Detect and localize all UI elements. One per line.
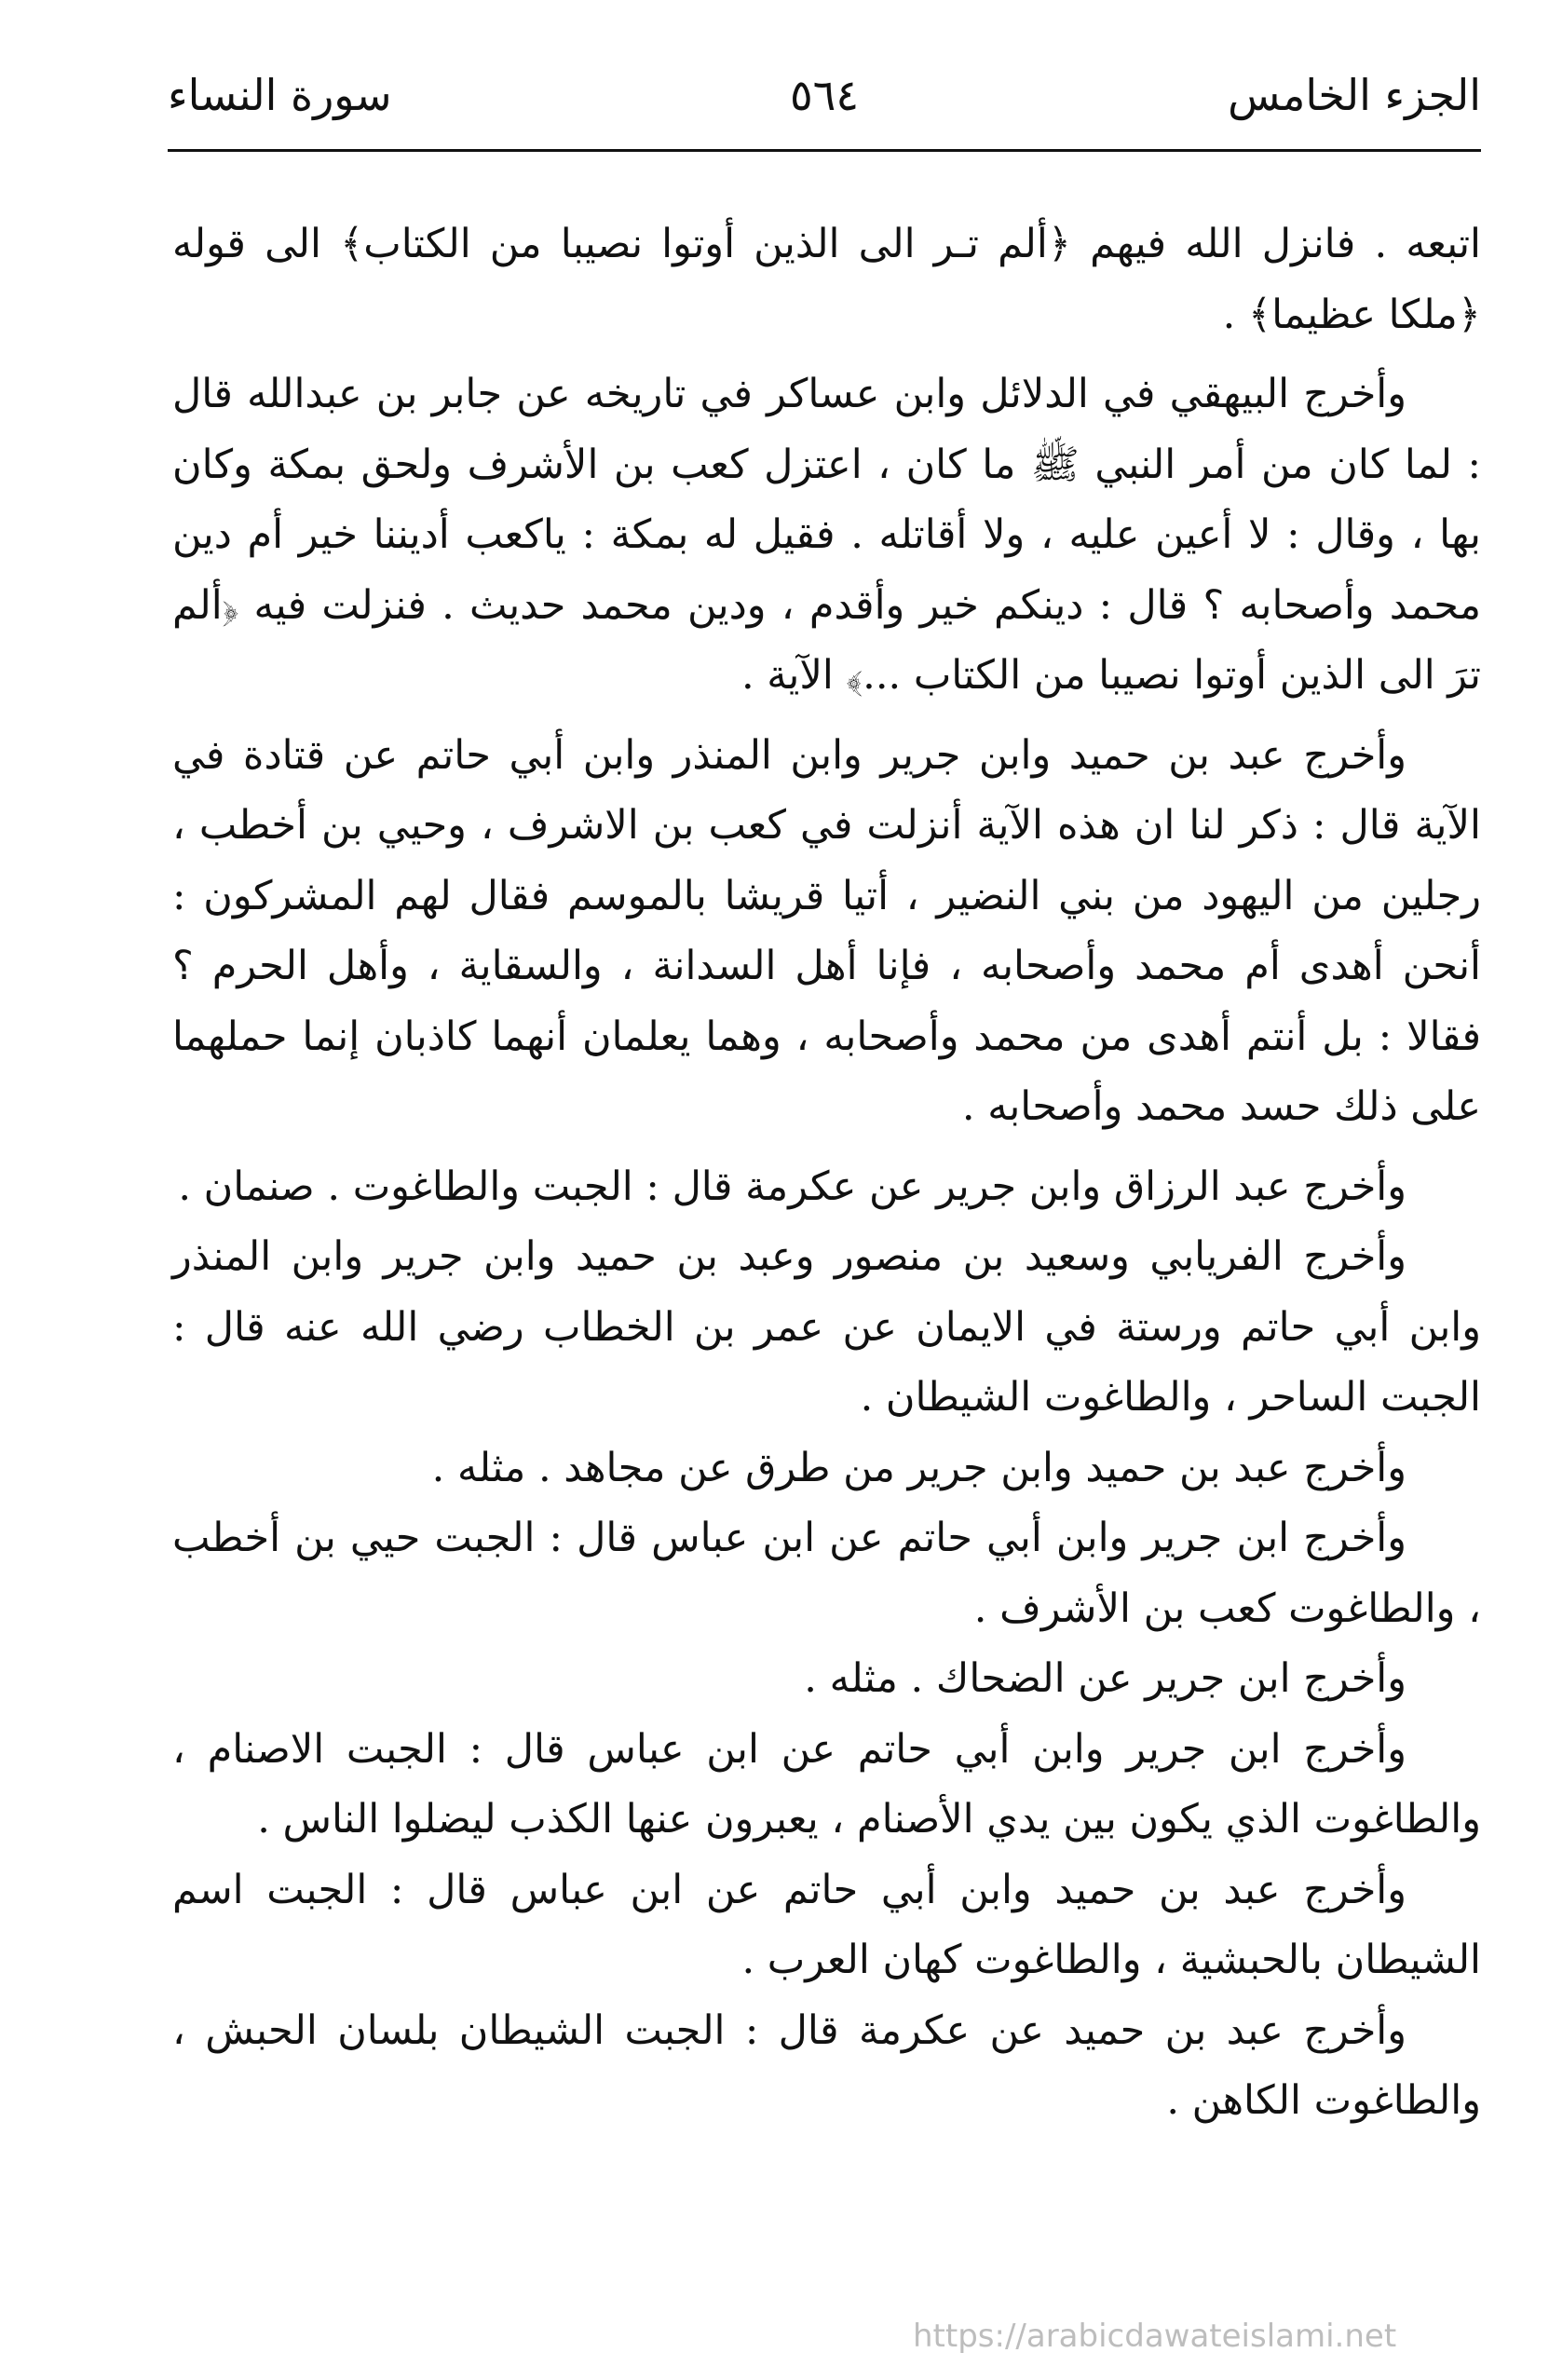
running-header [168,58,1481,142]
paragraph: وأخرج ابن جرير عن الضحاك . مثله . [804,1655,1406,1702]
paragraph: وأخرج ابن جرير وابن أبي حاتم عن ابن عباس قال : الجبت حيي بن أخطب ، والطاغوت كعب بن الأشرف . [172,1515,1481,1632]
paragraph: وأخرج الفريابي وسعيد بن منصور وعبد بن حميد وابن جرير وابن المنذر وابن أبي حاتم ورستة في الايمان عن عمر بن الخطاب رضي الله عنه قال : الجبت الساحر ، والطاغوت الشيطان . [172,1233,1481,1421]
paragraph: اتبعه . فانزل الله فيهم ﴿ألم تـر الى الذين أوتوا نصيبا من الكتاب﴾ الى قوله ﴿ملكا عظيما﴾ . [172,221,1481,338]
volume-label: الجزء الخامس [1228,70,1481,120]
paragraph: وأخرج البيهقي في الدلائل وابن عساكر في تاريخه عن جابر بن عبدالله قال : لما كان من أمر النبي ﷺ ما كان ، اعتزل كعب بن الأشرف ولحق بمكة وكان بها ، وقال : لا أعين عليه ، ولا أقاتله . فقيل له بمكة : ياكعب أديننا خير أم دين محمد وأصحابه ؟ قال : دينكم خير وأقدم ، ودين محمد حديث . فنزلت فيه ﴿ألم ترَ الى الذين أوتوا نصيبا من الكتاب ...﴾ الآية . [172,371,1481,699]
header-divider [168,149,1481,152]
surah-label: سورة النساء [168,70,392,120]
paragraph: وأخرج عبد بن حميد وابن جرير من طرق عن مجاهد . مثله . [431,1444,1406,1491]
paragraph: وأخرج عبد بن حميد عن عكرمة قال : الجبت الشيطان بلسان الحبش ، والطاغوت الكاهن . [172,2006,1481,2124]
paragraph: وأخرج ابن جرير وابن أبي حاتم عن ابن عباس قال : الجبت الاصنام ، والطاغوت الذي يكون بين يدي الأصنام ، يعبرون عنها الكذب ليضلوا الناس . [172,1725,1481,1843]
paragraph: وأخرج عبد بن حميد وابن جرير وابن المنذر وابن أبي حاتم عن قتادة في الآية قال : ذكر لنا ان هذه الآية أنزلت في كعب بن الاشرف ، وحيي بن أخطب ، رجلين من اليهود من بني النضير ، أتيا قريشا بالموسم فقال لهم المشركون : أنحن أهدى أم محمد وأصحابه ، فإنا أهل السدانة ، والسقاية ، وأهل الحرم ؟ فقالا : بل أنتم أهدى من محمد وأصحابه ، وهما يعلمان أنهما كاذبان إنما حملهما على ذلك حسد محمد وأصحابه . [172,731,1481,1130]
paragraph: وأخرج عبد بن حميد وابن أبي حاتم عن ابن عباس قال : الجبت اسم الشيطان بالحبشية ، والطاغوت كهان العرب . [172,1866,1481,1983]
paragraph: وأخرج عبد الرزاق وابن جرير عن عكرمة قال : الجبت والطاغوت . صنمان . [178,1163,1406,1210]
source-watermark: https://arabicdawateislami.net [913,2318,1397,2355]
page-body [172,210,1481,2137]
page-number: ٥٦٤ [789,70,860,120]
